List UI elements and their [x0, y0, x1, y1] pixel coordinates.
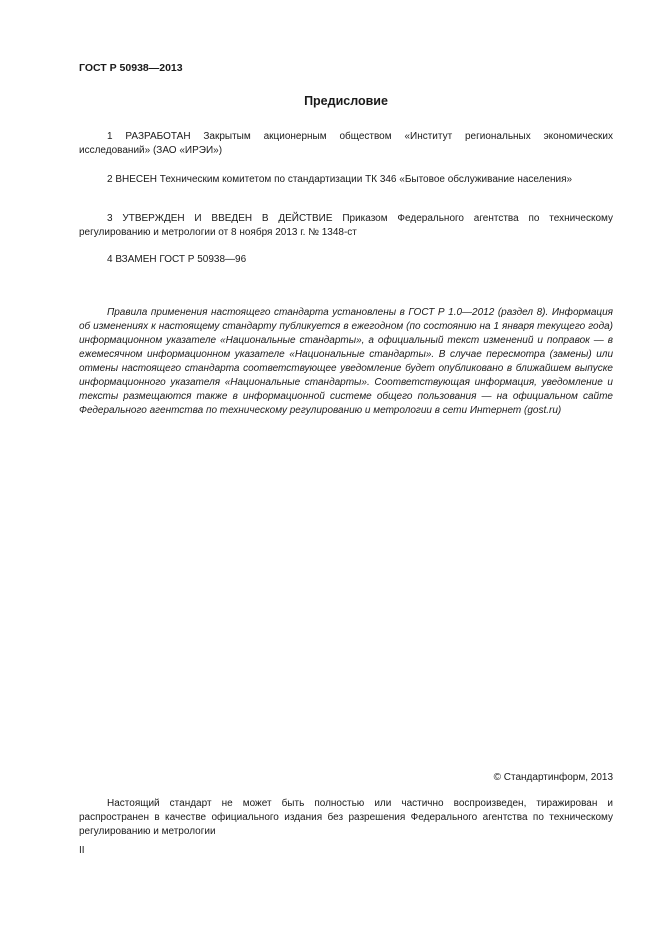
- standard-code-header: ГОСТ Р 50938—2013: [79, 62, 183, 74]
- foreword-item-1: 1 РАЗРАБОТАН Закрытым акционерным обществом «Институт региональных экономических исследований» (ЗАО «ИРЭИ»): [79, 131, 613, 156]
- copyright-line: © Стандартинформ, 2013: [493, 772, 613, 783]
- rules-notice: Правила применения настоящего стандарта установлены в ГОСТ Р 1.0—2012 (раздел 8). Информация об изменениях к настоящему стандарту публикуется в ежегодном (по состоянию на 1 января текущего года) информационном указателе «Национальные стандарты», а официальный текст изменений и поправок — в ежемесячном информационном указателе «Национальные стандарты». В случае пересмотра (замены) или отмены настоящего стандарта соответствующее уведомление будет опубликовано в ближайшем выпуске информационного указателя «Национальные стандарты». Соответствующая информация, уведомление и тексты размещаются также в информационной системе общего пользования — на официальном сайте Федерального агентства по техническому регулированию и метрологии в сети Интернет (gost.ru): [79, 307, 613, 416]
- foreword-item-4: 4 ВЗАМЕН ГОСТ Р 50938—96: [107, 254, 247, 265]
- foreword-item-3: 3 УТВЕРЖДЕН И ВВЕДЕН В ДЕЙСТВИЕ Приказом Федерального агентства по техническому регулированию и метрологии от 8 ноября 2013 г. № 1348-ст: [79, 213, 613, 238]
- page-number: II: [79, 845, 85, 856]
- foreword-item-2: 2 ВНЕСЕН Техническим комитетом по стандартизации ТК 346 «Бытовое обслуживание населения»: [107, 174, 573, 185]
- page-title: Предисловие: [304, 94, 388, 108]
- reproduction-notice: Настоящий стандарт не может быть полностью или частично воспроизведен, тиражирован и распространен в качестве официального издания без разрешения Федерального агентства по техническому регулированию и метрологии: [79, 798, 613, 837]
